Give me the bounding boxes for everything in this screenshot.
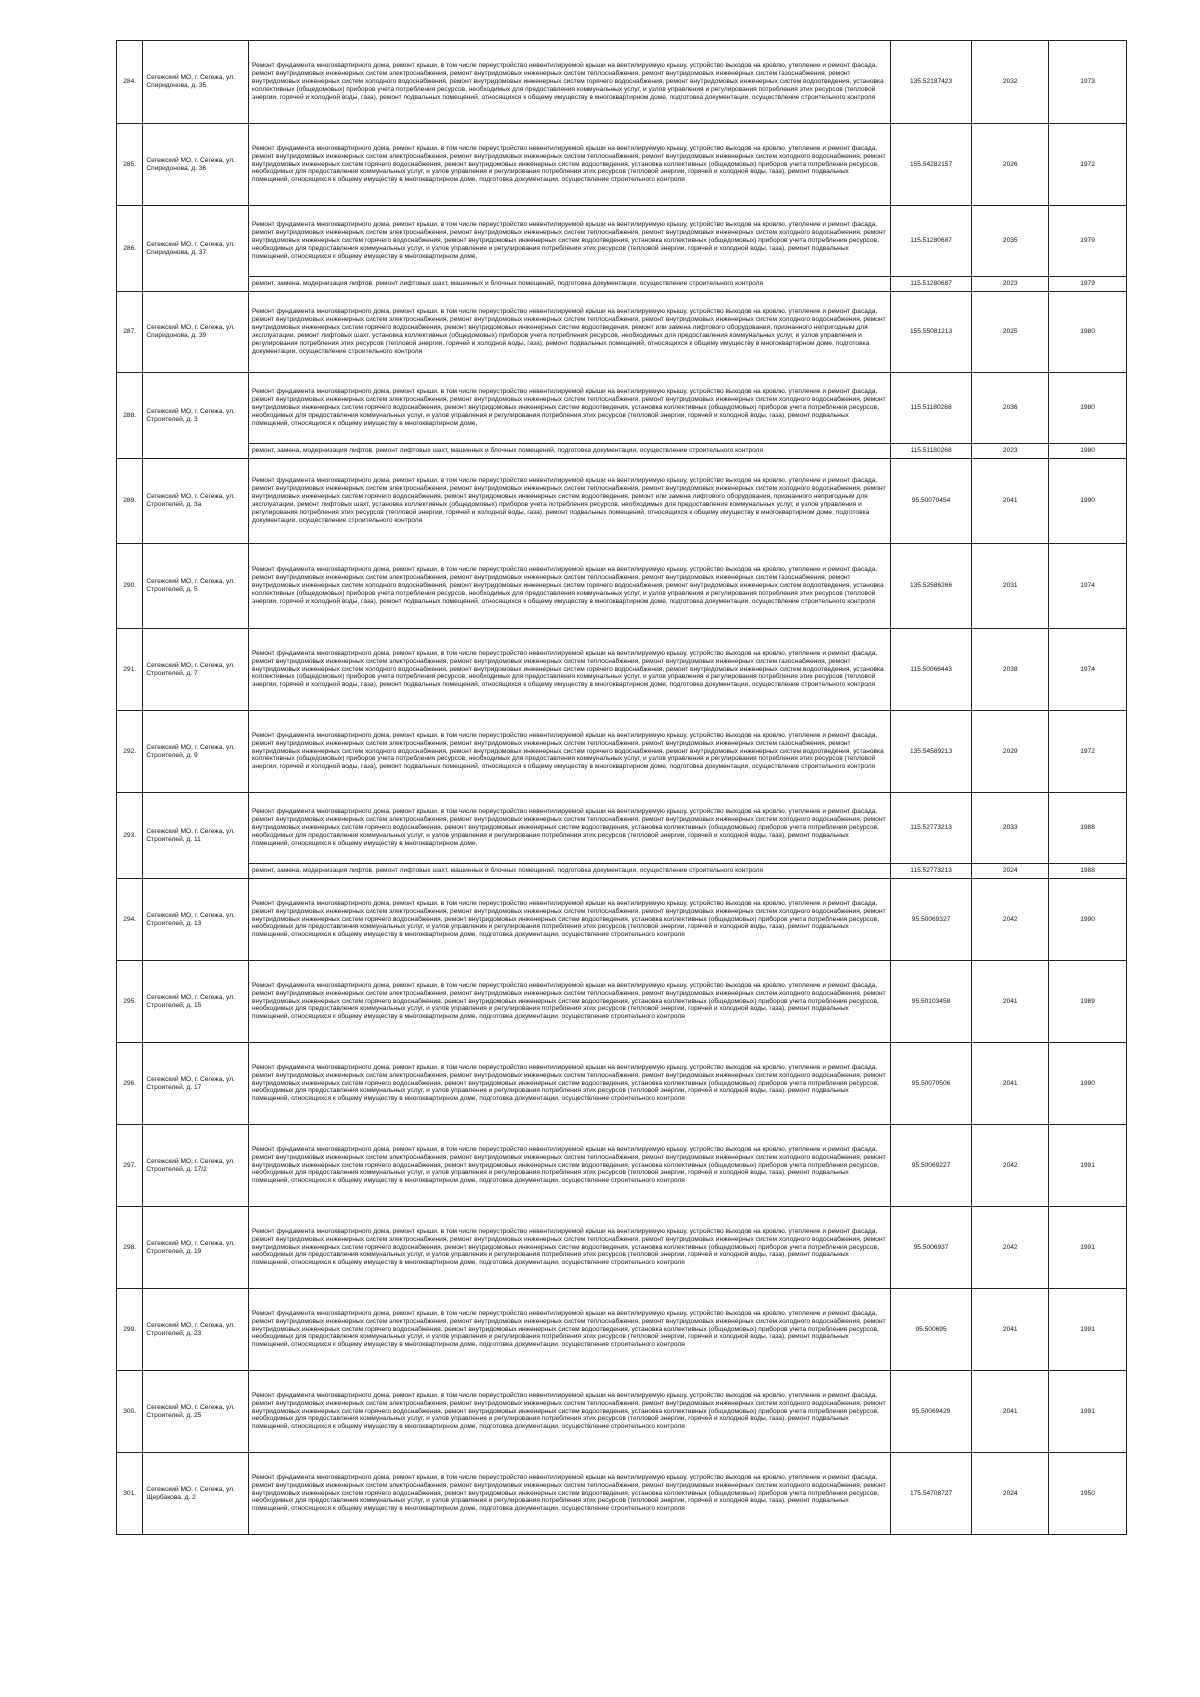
works-description: Ремонт фундамента многоквартирного дома, ремонт крыши, в том числе переустройство невентилируемой крыши на вентилируемую крышу, устройство выходов на кровлю, утепление и ремонт фасада, ремонт внутридомовых инженерных систем электроснабжения, ремонт внутридомовых инженерных систем теплоснабжения, ремонт внутридомовых инженерных систем холодного водоснабжения, ремонт внутридомовых инженерных систем горячего водоснабжения, ремонт внутридомовых инженерных систем водоотведения, установка коллективных (общедомовых) приборов учета потребления ресурсов, необходимых для предоставления коммунальных услуг, и узлов управления и регулирования потребления этих ресурсов (тепловой энергии, горячей и холодной воды, газа), ремонт подвальных помещений, относящихся к общему имуществу в многоквартирном доме, подготовка документации, осуществление строительного контроля xyxy=(249,1207,891,1289)
works-description: Ремонт фундамента многоквартирного дома, ремонт крыши, в том числе переустройство невентилируемой крыши на вентилируемую крышу, устройство выходов на кровлю, утепление и ремонт фасада, ремонт внутридомовых инженерных систем электроснабжения, ремонт внутридомовых инженерных систем теплоснабжения, ремонт внутридомовых инженерных систем холодного водоснабжения, ремонт внутридомовых инженерных систем горячего водоснабжения, ремонт внутридомовых инженерных систем водоотведения, установка коллективных (общедомовых) приборов учета потребления ресурсов, необходимых для предоставления коммунальных услуг, и узлов управления и регулирования потребления этих ресурсов (тепловой энергии, горячей и холодной воды, газа), ремонт подвальных помещений, относящихся к общему имуществу в многоквартирном доме, подготовка документации, осуществление строительного контроля xyxy=(249,1125,891,1207)
table-row xyxy=(117,879,1127,961)
works-description: Ремонт фундамента многоквартирного дома, ремонт крыши, в том числе переустройство невентилируемой крыши на вентилируемую крышу, устройство выходов на кровлю, утепление и ремонт фасада, ремонт внутридомовых инженерных систем электроснабжения, ремонт внутридомовых инженерных систем теплоснабжения, ремонт внутридомовых инженерных систем газоснабжения, ремонт внутридомовых инженерных систем холодного водоснабжения, ремонт внутридомовых инженерных систем горячего водоснабжения, ремонт внутридомовых инженерных систем водоотведения, установка коллективных (общедомовых) приборов учета потребления ресурсов, необходимых для предоставления коммунальных услуг, и узлов управления и регулирования потребления этих ресурсов (тепловой энергии, горячей и холодной воды, газа), ремонт подвальных помещений, относящихся к общему имуществу в многоквартирном доме, подготовка документации, осуществление строительного контроля xyxy=(249,629,891,711)
build-year: 1980 xyxy=(1049,292,1127,373)
works-description: Ремонт фундамента многоквартирного дома, ремонт крыши, в том числе переустройство невентилируемой крыши на вентилируемую крышу, устройство выходов на кровлю, утепление и ремонт фасада, ремонт внутридомовых инженерных систем электроснабжения, ремонт внутридомовых инженерных систем теплоснабжения, ремонт внутридомовых инженерных систем холодного водоснабжения, ремонт внутридомовых инженерных систем горячего водоснабжения, ремонт внутридомовых инженерных систем водоотведения, установка коллективных (общедомовых) приборов учета потребления ресурсов, необходимых для предоставления коммунальных услуг, и узлов управления и регулирования потребления этих ресурсов (тепловой энергии, горячей и холодной воды, газа), ремонт подвальных помещений, относящихся к общему имуществу в многоквартирном доме, подготовка документации, осуществление строительного контроля xyxy=(249,879,891,961)
house-address: Сегежский МО, г. Сегежа, ул. Строителей, д. 11 xyxy=(143,793,249,879)
planned-year: 2024 xyxy=(972,1453,1049,1535)
house-address: Сегежский МО, г. Сегежа, ул. Строителей, д. 9 xyxy=(143,711,249,793)
planned-year: 2029 xyxy=(972,711,1049,793)
build-year: 1991 xyxy=(1049,1371,1127,1453)
planned-year: 2042 xyxy=(972,1207,1049,1289)
table-row xyxy=(117,1371,1127,1453)
build-year: 1989 xyxy=(1049,961,1127,1043)
row-number: 292. xyxy=(117,711,143,793)
planned-year: 2033 xyxy=(972,793,1049,864)
build-year: 1980 xyxy=(1049,373,1127,444)
cost-value: 95.500695 xyxy=(890,1289,972,1371)
row-number: 300. xyxy=(117,1371,143,1453)
planned-year: 2041 xyxy=(972,1043,1049,1125)
build-year: 1990 xyxy=(1049,879,1127,961)
works-description: Ремонт фундамента многоквартирного дома, ремонт крыши, в том числе переустройство невентилируемой крыши на вентилируемую крышу, устройство выходов на кровлю, утепление и ремонт фасада, ремонт внутридомовых инженерных систем электроснабжения, ремонт внутридомовых инженерных систем теплоснабжения, ремонт внутридомовых инженерных систем холодного водоснабжения, ремонт внутридомовых инженерных систем горячего водоснабжения, ремонт внутридомовых инженерных систем водоотведения, установка коллективных (общедомовых) приборов учета потребления ресурсов, необходимых для предоставления коммунальных услуг, и узлов управления и регулирования потребления этих ресурсов (тепловой энергии, горячей и холодной воды, газа), ремонт подвальных помещений, относящихся к общему имуществу в многоквартирном доме, xyxy=(249,206,891,277)
table-row xyxy=(117,292,1127,373)
cost-value: 115.51180268 xyxy=(890,373,972,444)
table-row xyxy=(117,459,1127,544)
table-row xyxy=(117,1207,1127,1289)
cost-value: 95.50103458 xyxy=(890,961,972,1043)
table-row xyxy=(117,444,1127,459)
row-number: 299. xyxy=(117,1289,143,1371)
planned-year: 2042 xyxy=(972,879,1049,961)
build-year: 1990 xyxy=(1049,1043,1127,1125)
works-description: Ремонт фундамента многоквартирного дома, ремонт крыши, в том числе переустройство невентилируемой крыши на вентилируемую крышу, устройство выходов на кровлю, утепление и ремонт фасада, ремонт внутридомовых инженерных систем электроснабжения, ремонт внутридомовых инженерных систем теплоснабжения, ремонт внутридомовых инженерных систем холодного водоснабжения, ремонт внутридомовых инженерных систем горячего водоснабжения, ремонт внутридомовых инженерных систем водоотведения, установка коллективных (общедомовых) приборов учета потребления ресурсов, необходимых для предоставления коммунальных услуг, и узлов управления и регулирования потребления этих ресурсов (тепловой энергии, горячей и холодной воды, газа), ремонт подвальных помещений, относящихся к общему имуществу в многоквартирном доме, xyxy=(249,373,891,444)
build-year: 1991 xyxy=(1049,1207,1127,1289)
cost-value: 155.55081213 xyxy=(890,292,972,373)
build-year: 1991 xyxy=(1049,1289,1127,1371)
row-number: 290. xyxy=(117,544,143,629)
table-row xyxy=(117,41,1127,124)
planned-year: 2024 xyxy=(972,864,1049,879)
row-number: 301. xyxy=(117,1453,143,1535)
works-description: Ремонт фундамента многоквартирного дома, ремонт крыши, в том числе переустройство невентилируемой крыши на вентилируемую крышу, устройство выходов на кровлю, утепление и ремонт фасада, ремонт внутридомовых инженерных систем электроснабжения, ремонт внутридомовых инженерных систем теплоснабжения, ремонт внутридомовых инженерных систем холодного водоснабжения, ремонт внутридомовых инженерных систем горячего водоснабжения, ремонт внутридомовых инженерных систем водоотведения, установка коллективных (общедомовых) приборов учета потребления ресурсов, необходимых для предоставления коммунальных услуг, и узлов управления и регулирования потребления этих ресурсов (тепловой энергии, горячей и холодной воды, газа), ремонт подвальных помещений, относящихся к общему имуществу в многоквартирном доме, подготовка документации, осуществление строительного контроля xyxy=(249,1289,891,1371)
row-number: 296. xyxy=(117,1043,143,1125)
build-year: 1979 xyxy=(1049,277,1127,292)
row-number: 288. xyxy=(117,373,143,459)
build-year: 1974 xyxy=(1049,629,1127,711)
planned-year: 2025 xyxy=(972,292,1049,373)
cost-value: 115.52773213 xyxy=(890,793,972,864)
house-address: Сегежский МО, г. Сегежа, ул. Строителей, д. 5 xyxy=(143,544,249,629)
table-row xyxy=(117,1453,1127,1535)
house-address: Сегежский МО, г. Сегежа, ул. Спиридонова, д. 39 xyxy=(143,292,249,373)
works-description: ремонт, замена, модернизация лифтов, ремонт лифтовых шахт, машинных и блочных помещений, подготовка документации, осуществление строительного контроля xyxy=(249,277,891,292)
cost-value: 115.51280687 xyxy=(890,206,972,277)
cost-value: 135.52187423 xyxy=(890,41,972,124)
cost-value: 115.51280687 xyxy=(890,277,972,292)
cost-value: 95.50069227 xyxy=(890,1125,972,1207)
works-description: ремонт, замена, модернизация лифтов, ремонт лифтовых шахт, машинных и блочных помещений, подготовка документации, осуществление строительного контроля xyxy=(249,864,891,879)
build-year: 1988 xyxy=(1049,864,1127,879)
works-description: Ремонт фундамента многоквартирного дома, ремонт крыши, в том числе переустройство невентилируемой крыши на вентилируемую крышу, устройство выходов на кровлю, утепление и ремонт фасада, ремонт внутридомовых инженерных систем электроснабжения, ремонт внутридомовых инженерных систем теплоснабжения, ремонт внутридомовых инженерных систем холодного водоснабжения, ремонт внутридомовых инженерных систем горячего водоснабжения, ремонт внутридомовых инженерных систем водоотведения, ремонт или замена лифтового оборудования, признанного непригодным для эксплуатации, ремонт лифтовых шахт, установка коллективных (общедомовых) приборов учета потребления ресурсов, необходимых для предоставления коммунальных услуг, и узлов управления и регулирования потребления этих ресурсов (тепловой энергии, горячей и холодной воды, газа), ремонт подвальных помещений, относящихся к общему имуществу в многоквартирном доме, подготовка документации, осуществление строительного контроля xyxy=(249,459,891,544)
row-number: 294. xyxy=(117,879,143,961)
works-description: Ремонт фундамента многоквартирного дома, ремонт крыши, в том числе переустройство невентилируемой крыши на вентилируемую крышу, устройство выходов на кровлю, утепление и ремонт фасада, ремонт внутридомовых инженерных систем электроснабжения, ремонт внутридомовых инженерных систем теплоснабжения, ремонт внутридомовых инженерных систем холодного водоснабжения, ремонт внутридомовых инженерных систем горячего водоснабжения, ремонт внутридомовых инженерных систем водоотведения, установка коллективных (общедомовых) приборов учета потребления ресурсов, необходимых для предоставления коммунальных услуг, и узлов управления и регулирования потребления этих ресурсов (тепловой энергии, горячей и холодной воды, газа), ремонт подвальных помещений, относящихся к общему имуществу в многоквартирном доме, подготовка документации, осуществление строительного контроля xyxy=(249,1371,891,1453)
row-number: 289. xyxy=(117,459,143,544)
row-number: 293. xyxy=(117,793,143,879)
house-address: Сегежский МО, г. Сегежа, ул. Строителей, д. 19 xyxy=(143,1207,249,1289)
planned-year: 2023 xyxy=(972,277,1049,292)
table-body xyxy=(117,41,1127,1535)
house-address: Сегежский МО, г. Сегежа, ул. Строителей, д. 17 xyxy=(143,1043,249,1125)
table-row xyxy=(117,373,1127,444)
planned-year: 2026 xyxy=(972,124,1049,206)
works-description: Ремонт фундамента многоквартирного дома, ремонт крыши, в том числе переустройство невентилируемой крыши на вентилируемую крышу, устройство выходов на кровлю, утепление и ремонт фасада, ремонт внутридомовых инженерных систем электроснабжения, ремонт внутридомовых инженерных систем теплоснабжения, ремонт внутридомовых инженерных систем газоснабжения, ремонт внутридомовых инженерных систем холодного водоснабжения, ремонт внутридомовых инженерных систем горячего водоснабжения, ремонт внутридомовых инженерных систем водоотведения, установка коллективных (общедомовых) приборов учета потребления ресурсов, необходимых для предоставления коммунальных услуг, и узлов управления и регулирования потребления этих ресурсов (тепловой энергии, горячей и холодной воды, газа), ремонт подвальных помещений, относящихся к общему имуществу в многоквартирном доме, подготовка документации, осуществление строительного контроля xyxy=(249,41,891,124)
row-number: 295. xyxy=(117,961,143,1043)
row-number: 298. xyxy=(117,1207,143,1289)
build-year: 1973 xyxy=(1049,41,1127,124)
cost-value: 95.50070506 xyxy=(890,1043,972,1125)
table-row xyxy=(117,206,1127,277)
house-address: Сегежский МО, г. Сегежа, ул. Спиридонова, д. 35 xyxy=(143,41,249,124)
build-year: 1980 xyxy=(1049,444,1127,459)
row-number: 286. xyxy=(117,206,143,292)
house-address: Сегежский МО, г. Сегежа, ул. Строителей, д. 3 xyxy=(143,373,249,459)
house-address: Сегежский МО, г. Сегежа, ул. Спиридонова, д. 37 xyxy=(143,206,249,292)
works-description: Ремонт фундамента многоквартирного дома, ремонт крыши, в том числе переустройство невентилируемой крыши на вентилируемую крышу, устройство выходов на кровлю, утепление и ремонт фасада, ремонт внутридомовых инженерных систем электроснабжения, ремонт внутридомовых инженерных систем теплоснабжения, ремонт внутридомовых инженерных систем холодного водоснабжения, ремонт внутридомовых инженерных систем горячего водоснабжения, ремонт внутридомовых инженерных систем водоотведения, установка коллективных (общедомовых) приборов учета потребления ресурсов, необходимых для предоставления коммунальных услуг, и узлов управления и регулирования потребления этих ресурсов (тепловой энергии, горячей и холодной воды, газа), ремонт подвальных помещений, относящихся к общему имуществу в многоквартирном доме, подготовка документации, осуществление строительного контроля xyxy=(249,124,891,206)
works-description: Ремонт фундамента многоквартирного дома, ремонт крыши, в том числе переустройство невентилируемой крыши на вентилируемую крышу, устройство выходов на кровлю, утепление и ремонт фасада, ремонт внутридомовых инженерных систем электроснабжения, ремонт внутридомовых инженерных систем теплоснабжения, ремонт внутридомовых инженерных систем холодного водоснабжения, ремонт внутридомовых инженерных систем горячего водоснабжения, ремонт внутридомовых инженерных систем водоотведения, установка коллективных (общедомовых) приборов учета потребления ресурсов, необходимых для предоставления коммунальных услуг, и узлов управления и регулирования потребления этих ресурсов (тепловой энергии, горячей и холодной воды, газа), ремонт подвальных помещений, относящихся к общему имуществу в многоквартирном доме, подготовка документации, осуществление строительного контроля xyxy=(249,1043,891,1125)
house-address: Сегежский МО, г. Сегежа, ул. Строителей, д. 25 xyxy=(143,1371,249,1453)
house-address: Сегежский МО, г. Сегежа, ул. Строителей, д. 15 xyxy=(143,961,249,1043)
build-year: 1988 xyxy=(1049,793,1127,864)
house-address: Сегежский МО, г. Сегежа, ул. Строителей, д. 17/2 xyxy=(143,1125,249,1207)
cost-value: 115.52773213 xyxy=(890,864,972,879)
planned-year: 2041 xyxy=(972,459,1049,544)
cost-value: 95.50069327 xyxy=(890,879,972,961)
build-year: 1990 xyxy=(1049,459,1127,544)
cost-value: 95.50070454 xyxy=(890,459,972,544)
works-description: Ремонт фундамента многоквартирного дома, ремонт крыши, в том числе переустройство невентилируемой крыши на вентилируемую крышу, устройство выходов на кровлю, утепление и ремонт фасада, ремонт внутридомовых инженерных систем электроснабжения, ремонт внутридомовых инженерных систем теплоснабжения, ремонт внутридомовых инженерных систем холодного водоснабжения, ремонт внутридомовых инженерных систем горячего водоснабжения, ремонт внутридомовых инженерных систем водоотведения, ремонт или замена лифтового оборудования, признанного непригодным для эксплуатации, ремонт лифтовых шахт, установка коллективных (общедомовых) приборов учета потребления ресурсов, необходимых для предоставления коммунальных услуг, и узлов управления и регулирования потребления этих ресурсов (тепловой энергии, горячей и холодной воды, газа), ремонт подвальных помещений, относящихся к общему имуществу в многоквартирном доме, подготовка документации, осуществление строительного контроля xyxy=(249,292,891,373)
table-row xyxy=(117,864,1127,879)
build-year: 1974 xyxy=(1049,544,1127,629)
table-row xyxy=(117,544,1127,629)
house-address: Сегежский МО, г. Сегежа, ул. Щербакова, д. 2 xyxy=(143,1453,249,1535)
cost-value: 175.54708727 xyxy=(890,1453,972,1535)
planned-year: 2031 xyxy=(972,544,1049,629)
house-address: Сегежский МО, г. Сегежа, ул. Строителей, д. 23 xyxy=(143,1289,249,1371)
row-number: 285. xyxy=(117,124,143,206)
planned-year: 2041 xyxy=(972,961,1049,1043)
row-number: 297. xyxy=(117,1125,143,1207)
table-row xyxy=(117,124,1127,206)
works-description: Ремонт фундамента многоквартирного дома, ремонт крыши, в том числе переустройство невентилируемой крыши на вентилируемую крышу, устройство выходов на кровлю, утепление и ремонт фасада, ремонт внутридомовых инженерных систем электроснабжения, ремонт внутридомовых инженерных систем теплоснабжения, ремонт внутридомовых инженерных систем газоснабжения, ремонт внутридомовых инженерных систем холодного водоснабжения, ремонт внутридомовых инженерных систем горячего водоснабжения, ремонт внутридомовых инженерных систем водоотведения, установка коллективных (общедомовых) приборов учета потребления ресурсов, необходимых для предоставления коммунальных услуг, и узлов управления и регулирования потребления этих ресурсов (тепловой энергии, горячей и холодной воды, газа), ремонт подвальных помещений, относящихся к общему имуществу в многоквартирном доме, подготовка документации, осуществление строительного контроля xyxy=(249,711,891,793)
cost-value: 95.50069429 xyxy=(890,1371,972,1453)
build-year: 1950 xyxy=(1049,1453,1127,1535)
house-address: Сегежский МО, г. Сегежа, ул. Строителей, д. 7 xyxy=(143,629,249,711)
build-year: 1972 xyxy=(1049,124,1127,206)
house-address: Сегежский МО, г. Сегежа, ул. Спиридонова, д. 36 xyxy=(143,124,249,206)
works-description: Ремонт фундамента многоквартирного дома, ремонт крыши, в том числе переустройство невентилируемой крыши на вентилируемую крышу, устройство выходов на кровлю, утепление и ремонт фасада, ремонт внутридомовых инженерных систем электроснабжения, ремонт внутридомовых инженерных систем теплоснабжения, ремонт внутридомовых инженерных систем холодного водоснабжения, ремонт внутридомовых инженерных систем горячего водоснабжения, ремонт внутридомовых инженерных систем водоотведения, установка коллективных (общедомовых) приборов учета потребления ресурсов, необходимых для предоставления коммунальных услуг, и узлов управления и регулирования потребления этих ресурсов (тепловой энергии, горячей и холодной воды, газа), ремонт подвальных помещений, относящихся к общему имуществу в многоквартирном доме, подготовка документации, осуществление строительного контроля xyxy=(249,1453,891,1535)
planned-year: 2038 xyxy=(972,629,1049,711)
planned-year: 2041 xyxy=(972,1371,1049,1453)
row-number: 287. xyxy=(117,292,143,373)
works-description: Ремонт фундамента многоквартирного дома, ремонт крыши, в том числе переустройство невентилируемой крыши на вентилируемую крышу, устройство выходов на кровлю, утепление и ремонт фасада, ремонт внутридомовых инженерных систем электроснабжения, ремонт внутридомовых инженерных систем теплоснабжения, ремонт внутридомовых инженерных систем газоснабжения, ремонт внутридомовых инженерных систем холодного водоснабжения, ремонт внутридомовых инженерных систем горячего водоснабжения, ремонт внутридомовых инженерных систем водоотведения, установка коллективных (общедомовых) приборов учета потребления ресурсов, необходимых для предоставления коммунальных услуг, и узлов управления и регулирования потребления этих ресурсов (тепловой энергии, горячей и холодной воды, газа), ремонт подвальных помещений, относящихся к общему имуществу в многоквартирном доме, подготовка документации, осуществление строительного контроля xyxy=(249,544,891,629)
house-address: Сегежский МО, г. Сегежа, ул. Строителей, д. 13 xyxy=(143,879,249,961)
works-description: Ремонт фундамента многоквартирного дома, ремонт крыши, в том числе переустройство невентилируемой крыши на вентилируемую крышу, устройство выходов на кровлю, утепление и ремонт фасада, ремонт внутридомовых инженерных систем электроснабжения, ремонт внутридомовых инженерных систем теплоснабжения, ремонт внутридомовых инженерных систем холодного водоснабжения, ремонт внутридомовых инженерных систем горячего водоснабжения, ремонт внутридомовых инженерных систем водоотведения, установка коллективных (общедомовых) приборов учета потребления ресурсов, необходимых для предоставления коммунальных услуг, и узлов управления и регулирования потребления этих ресурсов (тепловой энергии, горячей и холодной воды, газа), ремонт подвальных помещений, относящихся к общему имуществу в многоквартирном доме, подготовка документации, осуществление строительного контроля xyxy=(249,961,891,1043)
build-year: 1972 xyxy=(1049,711,1127,793)
cost-value: 115.51180268 xyxy=(890,444,972,459)
cost-value: 135.54589213 xyxy=(890,711,972,793)
row-number: 291. xyxy=(117,629,143,711)
table-row xyxy=(117,1289,1127,1371)
table-row xyxy=(117,961,1127,1043)
cost-value: 115.50066443 xyxy=(890,629,972,711)
planned-year: 2042 xyxy=(972,1125,1049,1207)
table-row xyxy=(117,711,1127,793)
planned-year: 2041 xyxy=(972,1289,1049,1371)
build-year: 1979 xyxy=(1049,206,1127,277)
cost-value: 155.54282157 xyxy=(890,124,972,206)
repair-schedule-table xyxy=(116,40,1127,1535)
table-row xyxy=(117,793,1127,864)
planned-year: 2032 xyxy=(972,41,1049,124)
cost-value: 135.52586266 xyxy=(890,544,972,629)
planned-year: 2035 xyxy=(972,206,1049,277)
planned-year: 2036 xyxy=(972,373,1049,444)
works-description: ремонт, замена, модернизация лифтов, ремонт лифтовых шахт, машинных и блочных помещений, подготовка документации, осуществление строительного контроля xyxy=(249,444,891,459)
table-row xyxy=(117,277,1127,292)
build-year: 1991 xyxy=(1049,1125,1127,1207)
works-description: Ремонт фундамента многоквартирного дома, ремонт крыши, в том числе переустройство невентилируемой крыши на вентилируемую крышу, устройство выходов на кровлю, утепление и ремонт фасада, ремонт внутридомовых инженерных систем электроснабжения, ремонт внутридомовых инженерных систем теплоснабжения, ремонт внутридомовых инженерных систем холодного водоснабжения, ремонт внутридомовых инженерных систем горячего водоснабжения, ремонт внутридомовых инженерных систем водоотведения, установка коллективных (общедомовых) приборов учета потребления ресурсов, необходимых для предоставления коммунальных услуг, и узлов управления и регулирования потребления этих ресурсов (тепловой энергии, горячей и холодной воды, газа), ремонт подвальных помещений, относящихся к общему имуществу в многоквартирном доме, xyxy=(249,793,891,864)
table-row xyxy=(117,1125,1127,1207)
planned-year: 2023 xyxy=(972,444,1049,459)
cost-value: 95.5006937 xyxy=(890,1207,972,1289)
row-number: 284. xyxy=(117,41,143,124)
table-row xyxy=(117,1043,1127,1125)
house-address: Сегежский МО, г. Сегежа, ул. Строителей, д. 3а xyxy=(143,459,249,544)
table-row xyxy=(117,629,1127,711)
